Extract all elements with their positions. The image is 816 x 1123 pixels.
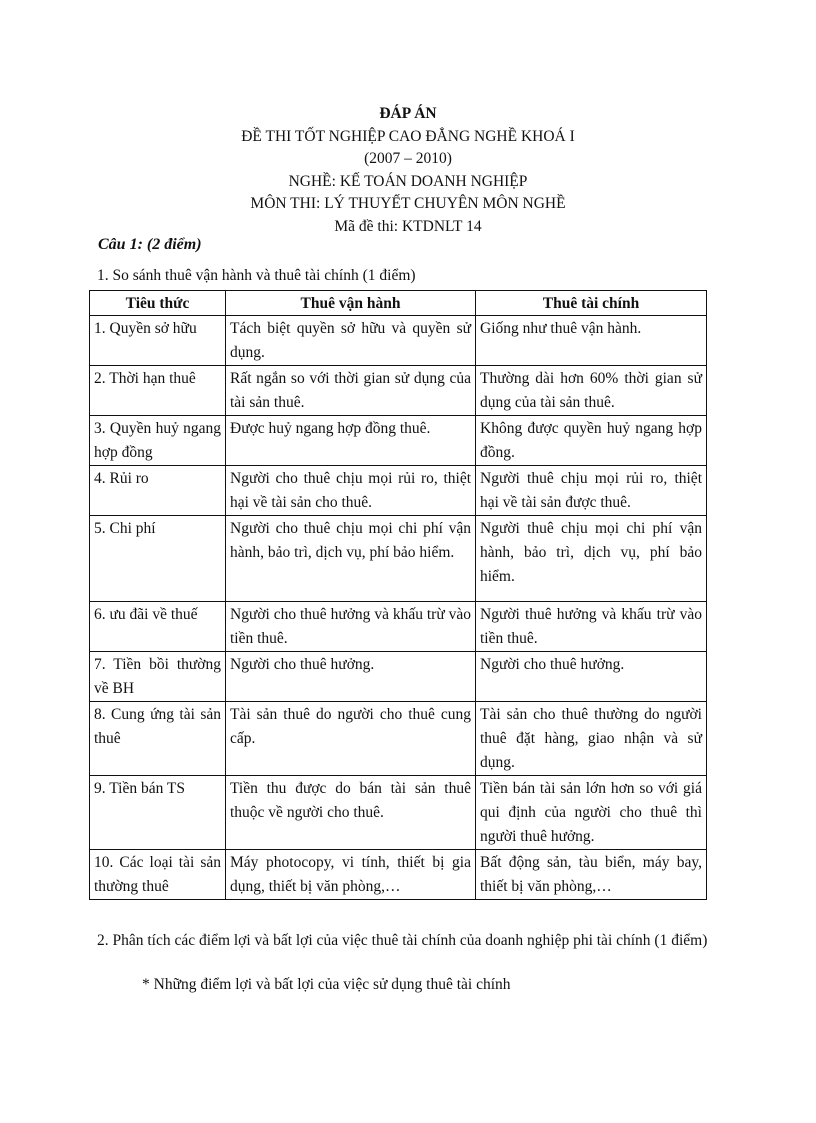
- section-2-subheading: * Những điểm lợi và bất lợi của việc sử dụng thuê tài chính: [142, 976, 511, 993]
- table-row: [90, 466, 707, 516]
- row-criteria: 2. Thời hạn thuê: [90, 366, 226, 416]
- section-1-title: 1. So sánh thuê vận hành và thuê tài chính (1 điểm): [97, 267, 416, 284]
- row-criteria: 5. Chi phí: [90, 516, 226, 602]
- row-operating-lease: Rất ngắn so với thời gian sử dụng của tài sản thuê.: [226, 366, 476, 416]
- row-finance-lease: Tiền bán tài sản lớn hơn so với giá qui định của người cho thuê thì người thuê hưởng.: [476, 776, 707, 850]
- row-finance-lease: Giống như thuê vận hành.: [476, 316, 707, 366]
- row-finance-lease: Thường dài hơn 60% thời gian sử dụng của tài sản thuê.: [476, 366, 707, 416]
- header-finance-lease: Thuê tài chính: [476, 291, 707, 316]
- table-row: [90, 652, 707, 702]
- profession: NGHỀ: KẾ TOÁN DOANH NGHIỆP: [288, 172, 528, 190]
- row-finance-lease: Người thuê chịu mọi chi phí vận hành, bảo trì, dịch vụ, phí bảo hiểm.: [476, 516, 707, 602]
- table-row: [90, 602, 707, 652]
- table-row: [90, 366, 707, 416]
- table-row: [90, 516, 707, 602]
- header-operating-lease: Thuê vận hành: [226, 291, 476, 316]
- row-operating-lease: Máy photocopy, vi tính, thiết bị gia dụng, thiết bị văn phòng,…: [226, 850, 476, 900]
- section-2-title: 2. Phân tích các điểm lợi và bất lợi của việc thuê tài chính của doanh nghiệp phi tài chính (1 điểm): [97, 932, 708, 949]
- row-finance-lease: Người thuê chịu mọi rủi ro, thiệt hại về tài sản được thuê.: [476, 466, 707, 516]
- row-finance-lease: Người thuê hưởng và khấu trừ vào tiền thuê.: [476, 602, 707, 652]
- table-row: [90, 416, 707, 466]
- row-operating-lease: Người cho thuê hưởng và khấu trừ vào tiền thuê.: [226, 602, 476, 652]
- table-row: [90, 776, 707, 850]
- subject: MÔN THI: LÝ THUYẾT CHUYÊN MÔN NGHỀ: [250, 195, 566, 212]
- row-criteria: 3. Quyền huỷ ngang hợp đồng: [90, 416, 226, 466]
- row-criteria: 10. Các loại tài sản thường thuê: [90, 850, 226, 900]
- row-criteria: 4. Rủi ro: [90, 466, 226, 516]
- row-operating-lease: Người cho thuê chịu mọi chi phí vận hành, bảo trì, dịch vụ, phí bảo hiểm.: [226, 516, 476, 602]
- exam-years: (2007 – 2010): [364, 150, 452, 167]
- exam-title: ĐỀ THI TỐT NGHIỆP CAO ĐẲNG NGHỀ KHOÁ I: [241, 127, 575, 145]
- row-finance-lease: Không được quyền huỷ ngang hợp đồng.: [476, 416, 707, 466]
- row-operating-lease: Tiền thu được do bán tài sản thuê thuộc về người cho thuê.: [226, 776, 476, 850]
- exam-code: Mã đề thi: KTDNLT 14: [334, 217, 482, 235]
- row-operating-lease: Người cho thuê chịu mọi rủi ro, thiệt hại về tài sản cho thuê.: [226, 466, 476, 516]
- question-1-heading: Câu 1: (2 điểm): [98, 236, 202, 253]
- row-operating-lease: Tách biệt quyền sở hữu và quyền sử dụng.: [226, 316, 476, 366]
- row-operating-lease: Người cho thuê hưởng.: [226, 652, 476, 702]
- row-finance-lease: Người cho thuê hưởng.: [476, 652, 707, 702]
- row-finance-lease: Tài sản cho thuê thường do người thuê đặt hàng, giao nhận và sử dụng.: [476, 702, 707, 776]
- row-criteria: 6. ưu đãi về thuế: [90, 602, 226, 652]
- row-finance-lease: Bất động sản, tàu biển, máy bay, thiết bị văn phòng,…: [476, 850, 707, 900]
- row-criteria: 8. Cung ứng tài sản thuê: [90, 702, 226, 776]
- answer-title: ĐÁP ÁN: [379, 105, 437, 122]
- row-operating-lease: Tài sản thuê do người cho thuê cung cấp.: [226, 702, 476, 776]
- table-row: [90, 850, 707, 900]
- table-row: [90, 316, 707, 366]
- row-criteria: 7. Tiền bồi thường về BH: [90, 652, 226, 702]
- table-row: [90, 702, 707, 776]
- row-criteria: 9. Tiền bán TS: [90, 776, 226, 850]
- header-criteria: Tiêu thức: [90, 291, 226, 316]
- row-criteria: 1. Quyền sở hữu: [90, 316, 226, 366]
- table-header-row: [90, 291, 707, 316]
- comparison-table: [89, 290, 707, 900]
- row-operating-lease: Được huỷ ngang hợp đồng thuê.: [226, 416, 476, 466]
- document-header: [0, 103, 816, 238]
